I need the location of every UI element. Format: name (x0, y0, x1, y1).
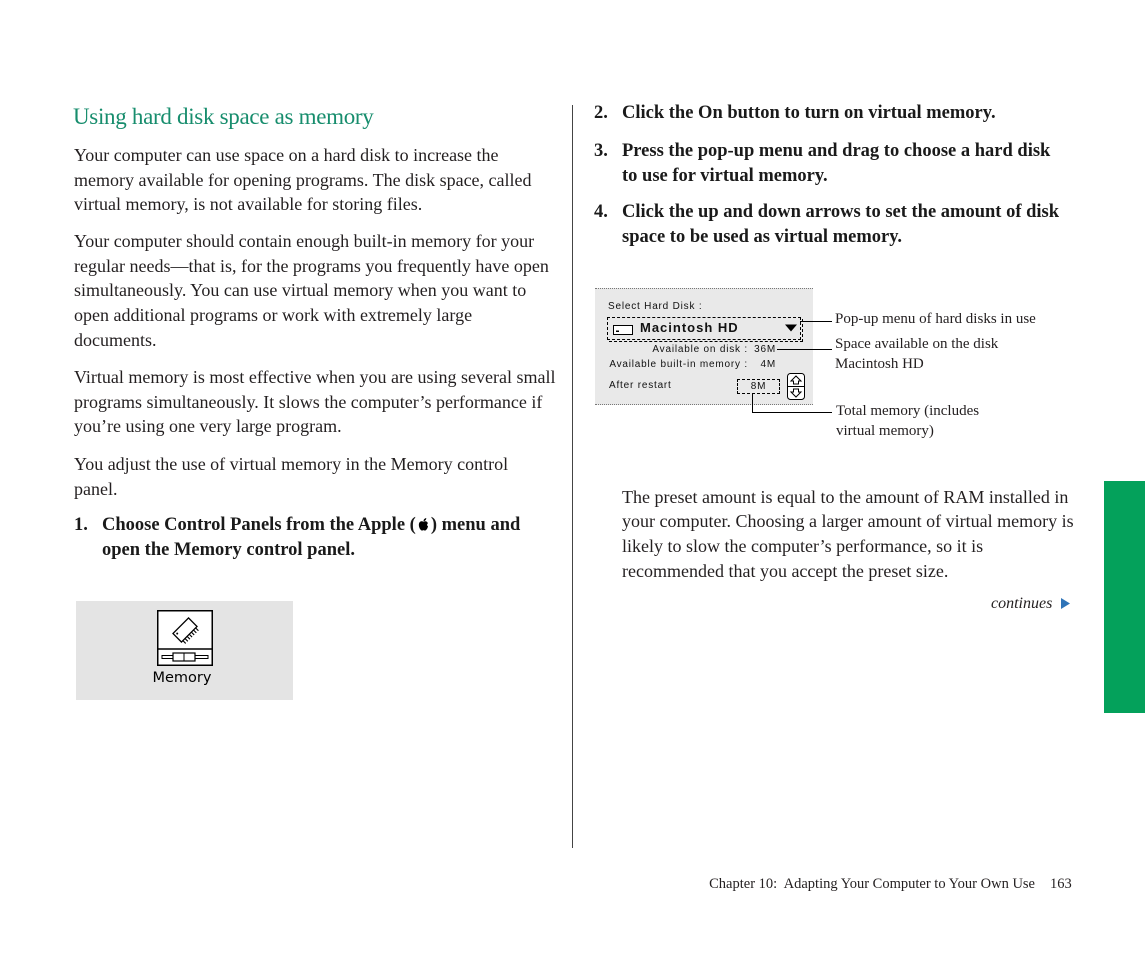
step-number: 4. (594, 201, 608, 222)
total-memory-callout (836, 402, 979, 441)
step-1 (74, 513, 520, 563)
step-text (622, 200, 1059, 250)
chapter-tab (1104, 481, 1145, 713)
callout-line: Space available on the disk (835, 336, 999, 352)
paragraph-line: programs simultaneously. It slows the computer’s performance if (74, 391, 543, 412)
total-memory-callout-line-vertical (752, 393, 753, 413)
paragraph-line: you’re using one very large program. (74, 416, 342, 437)
step-line: Click the On button to turn on virtual memory. (622, 103, 996, 123)
popup-callout (835, 310, 1036, 330)
available-disk-value: 36M (754, 344, 776, 355)
step-4 (594, 200, 1059, 250)
step-line: to use for virtual memory. (622, 165, 828, 186)
paragraph-line: The preset amount is equal to the amount of RAM installed in (622, 486, 1069, 507)
paragraph-line: documents. (74, 329, 157, 350)
paragraph-line: likely to slow the computer’s performance, so it is (622, 536, 984, 557)
step-text-before-icon: Choose Control Panels from the Apple ( (102, 515, 416, 535)
memory-icon-label: Memory (152, 670, 212, 686)
paragraph-4 (74, 452, 508, 501)
paragraph-line: Virtual memory is most effective when you are using several small (74, 367, 556, 387)
apple-icon (417, 517, 430, 532)
after-restart-value-box (737, 379, 780, 394)
callout-line: Total memory (includes (836, 403, 980, 419)
step-line (102, 513, 520, 538)
builtin-memory-value: 4M (760, 359, 776, 370)
paragraph-3 (74, 365, 555, 439)
disk-space-callout (835, 335, 998, 374)
callout-line: Macintosh HD (835, 355, 924, 372)
section-heading: Using hard disk space as memory (73, 104, 374, 129)
paragraph-line: virtual memory, is not available for storing files. (74, 194, 423, 215)
builtin-memory-label: Available built-in memory : (609, 359, 748, 370)
step-line: Click the up and down arrows to set the amount of disk (622, 201, 1060, 222)
paragraph-line: recommended that you accept the preset size. (622, 560, 949, 581)
paragraph-2 (74, 229, 549, 353)
callout-line: Pop-up menu of hard disks in use (835, 311, 1036, 327)
step-line: open the Memory control panel. (102, 540, 355, 560)
step-line: Press the pop-up menu and drag to choose a hard disk (622, 140, 1051, 161)
paragraph-line: Your computer can use space on a hard disk to increase the (74, 145, 499, 165)
step-text (622, 139, 1050, 189)
paragraph-1 (74, 143, 532, 217)
up-down-arrows-icon (787, 373, 805, 400)
step-text (102, 513, 520, 563)
step-text-after-icon: ) menu and (430, 515, 521, 535)
step-number: 2. (594, 103, 608, 123)
footer-chapter-title: Chapter 10: Adapting Your Computer to Your Own Use (709, 876, 1035, 892)
right-triangle-icon (1061, 598, 1070, 609)
memory-panel-screenshot (595, 288, 813, 405)
continues-label: continues (991, 595, 1053, 612)
step-text (622, 101, 996, 126)
paragraph-line: panel. (74, 478, 118, 499)
selected-disk-name: Macintosh HD (640, 320, 739, 335)
callout-line: virtual memory) (836, 422, 934, 439)
step-number: 1. (74, 515, 88, 535)
step-3 (594, 139, 1050, 189)
step-line: space to be used as virtual memory. (622, 226, 903, 247)
paragraph-line: your computer. Choosing a larger amount of virtual memory is (622, 511, 1074, 532)
disk-space-callout-line (777, 349, 832, 350)
column-divider (572, 105, 573, 848)
select-hard-disk-label: Select Hard Disk : (608, 301, 703, 312)
page-number: 163 (1050, 876, 1072, 892)
paragraph-line: You adjust the use of virtual memory in the Memory control (74, 454, 509, 474)
memory-control-panel-illustration (76, 601, 293, 700)
paragraph-line: Your computer should contain enough built-in memory for your (74, 231, 535, 251)
popup-triangle-icon (784, 324, 798, 332)
step-number: 3. (594, 140, 608, 161)
available-disk-label: Available on disk : (652, 344, 748, 355)
after-restart-label: After restart (609, 380, 672, 391)
total-memory-callout-line-horizontal (752, 412, 832, 413)
step-2 (594, 101, 996, 126)
paragraph-line: open additional programs or work with extremely large (74, 305, 473, 326)
popup-callout-line (800, 321, 832, 322)
paragraph-line: memory available for opening programs. The disk space, called (74, 169, 532, 190)
paragraph-line: regular needs—that is, for the programs you frequently have open (74, 255, 549, 276)
memory-chip-icon (157, 610, 213, 666)
hard-disk-popup (607, 317, 801, 340)
hard-disk-icon (613, 325, 633, 335)
after-restart-value: 8M (750, 381, 767, 392)
paragraph-line: simultaneously. You can use virtual memory when you want to (74, 280, 527, 301)
preset-note-paragraph (622, 485, 1074, 584)
